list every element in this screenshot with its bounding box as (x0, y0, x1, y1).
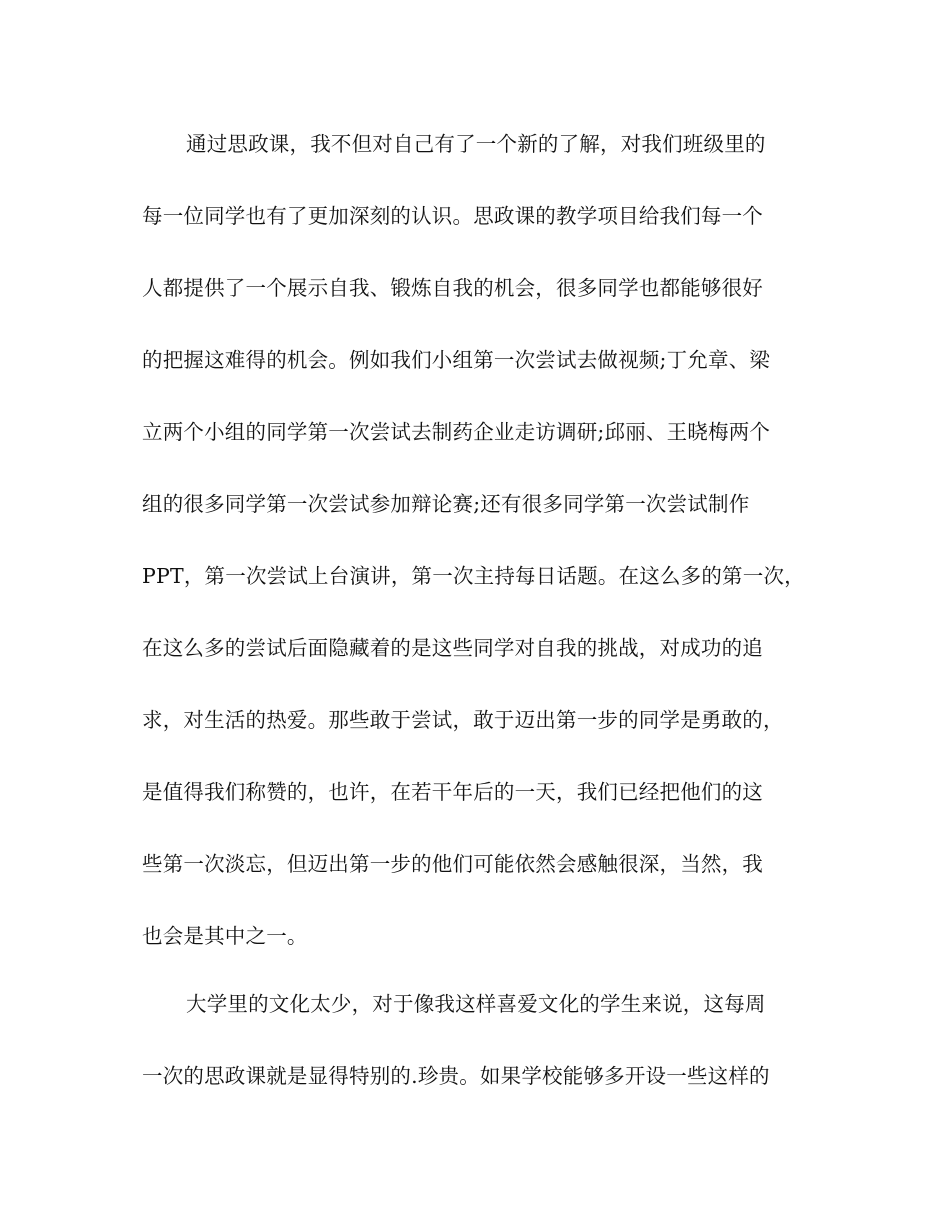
paragraph-2-line-2: 一次的思政课就是显得特别的.珍贵。如果学校能够多开设一些这样的 (142, 1064, 770, 1088)
paragraph-1-line-8: 在这么多的尝试后面隐藏着的是这些同学对自我的挑战，对成功的追 (142, 636, 763, 660)
paragraph-1-line-11: 些第一次淡忘，但迈出第一步的他们可能依然会感触很深，当然，我 (142, 852, 763, 876)
paragraph-1-line-12: 也会是其中之一。 (142, 924, 308, 948)
paragraph-1-line-2: 每一位同学也有了更加深刻的认识。思政课的教学项目给我们每一个 (142, 204, 763, 228)
paragraph-1-line-10: 是值得我们称赞的，也许，在若干年后的一天，我们已经把他们的这 (142, 780, 763, 804)
paragraph-1-line-5: 立两个小组的同学第一次尝试去制药企业走访调研;邱丽、王晓梅两个 (142, 420, 771, 444)
paragraph-1-line-7: PPT，第一次尝试上台演讲，第一次主持每日话题。在这么多的第一次， (142, 564, 805, 588)
paragraph-1-line-1: 通过思政课，我不但对自己有了一个新的了解，对我们班级里的 (186, 132, 766, 156)
paragraph-1-line-3: 人都提供了一个展示自我、锻炼自我的机会，很多同学也都能够很好 (142, 276, 763, 300)
paragraph-2-line-1: 大学里的文化太少，对于像我这样喜爱文化的学生来说，这每周 (186, 992, 766, 1016)
paragraph-1-line-6: 组的很多同学第一次尝试参加辩论赛;还有很多同学第一次尝试制作 (142, 492, 750, 516)
paragraph-1-line-4: 的把握这难得的机会。例如我们小组第一次尝试去做视频;丁允章、梁 (142, 348, 771, 372)
paragraph-1-line-9: 求，对生活的热爱。那些敢于尝试，敢于迈出第一步的同学是勇敢的， (142, 708, 784, 732)
